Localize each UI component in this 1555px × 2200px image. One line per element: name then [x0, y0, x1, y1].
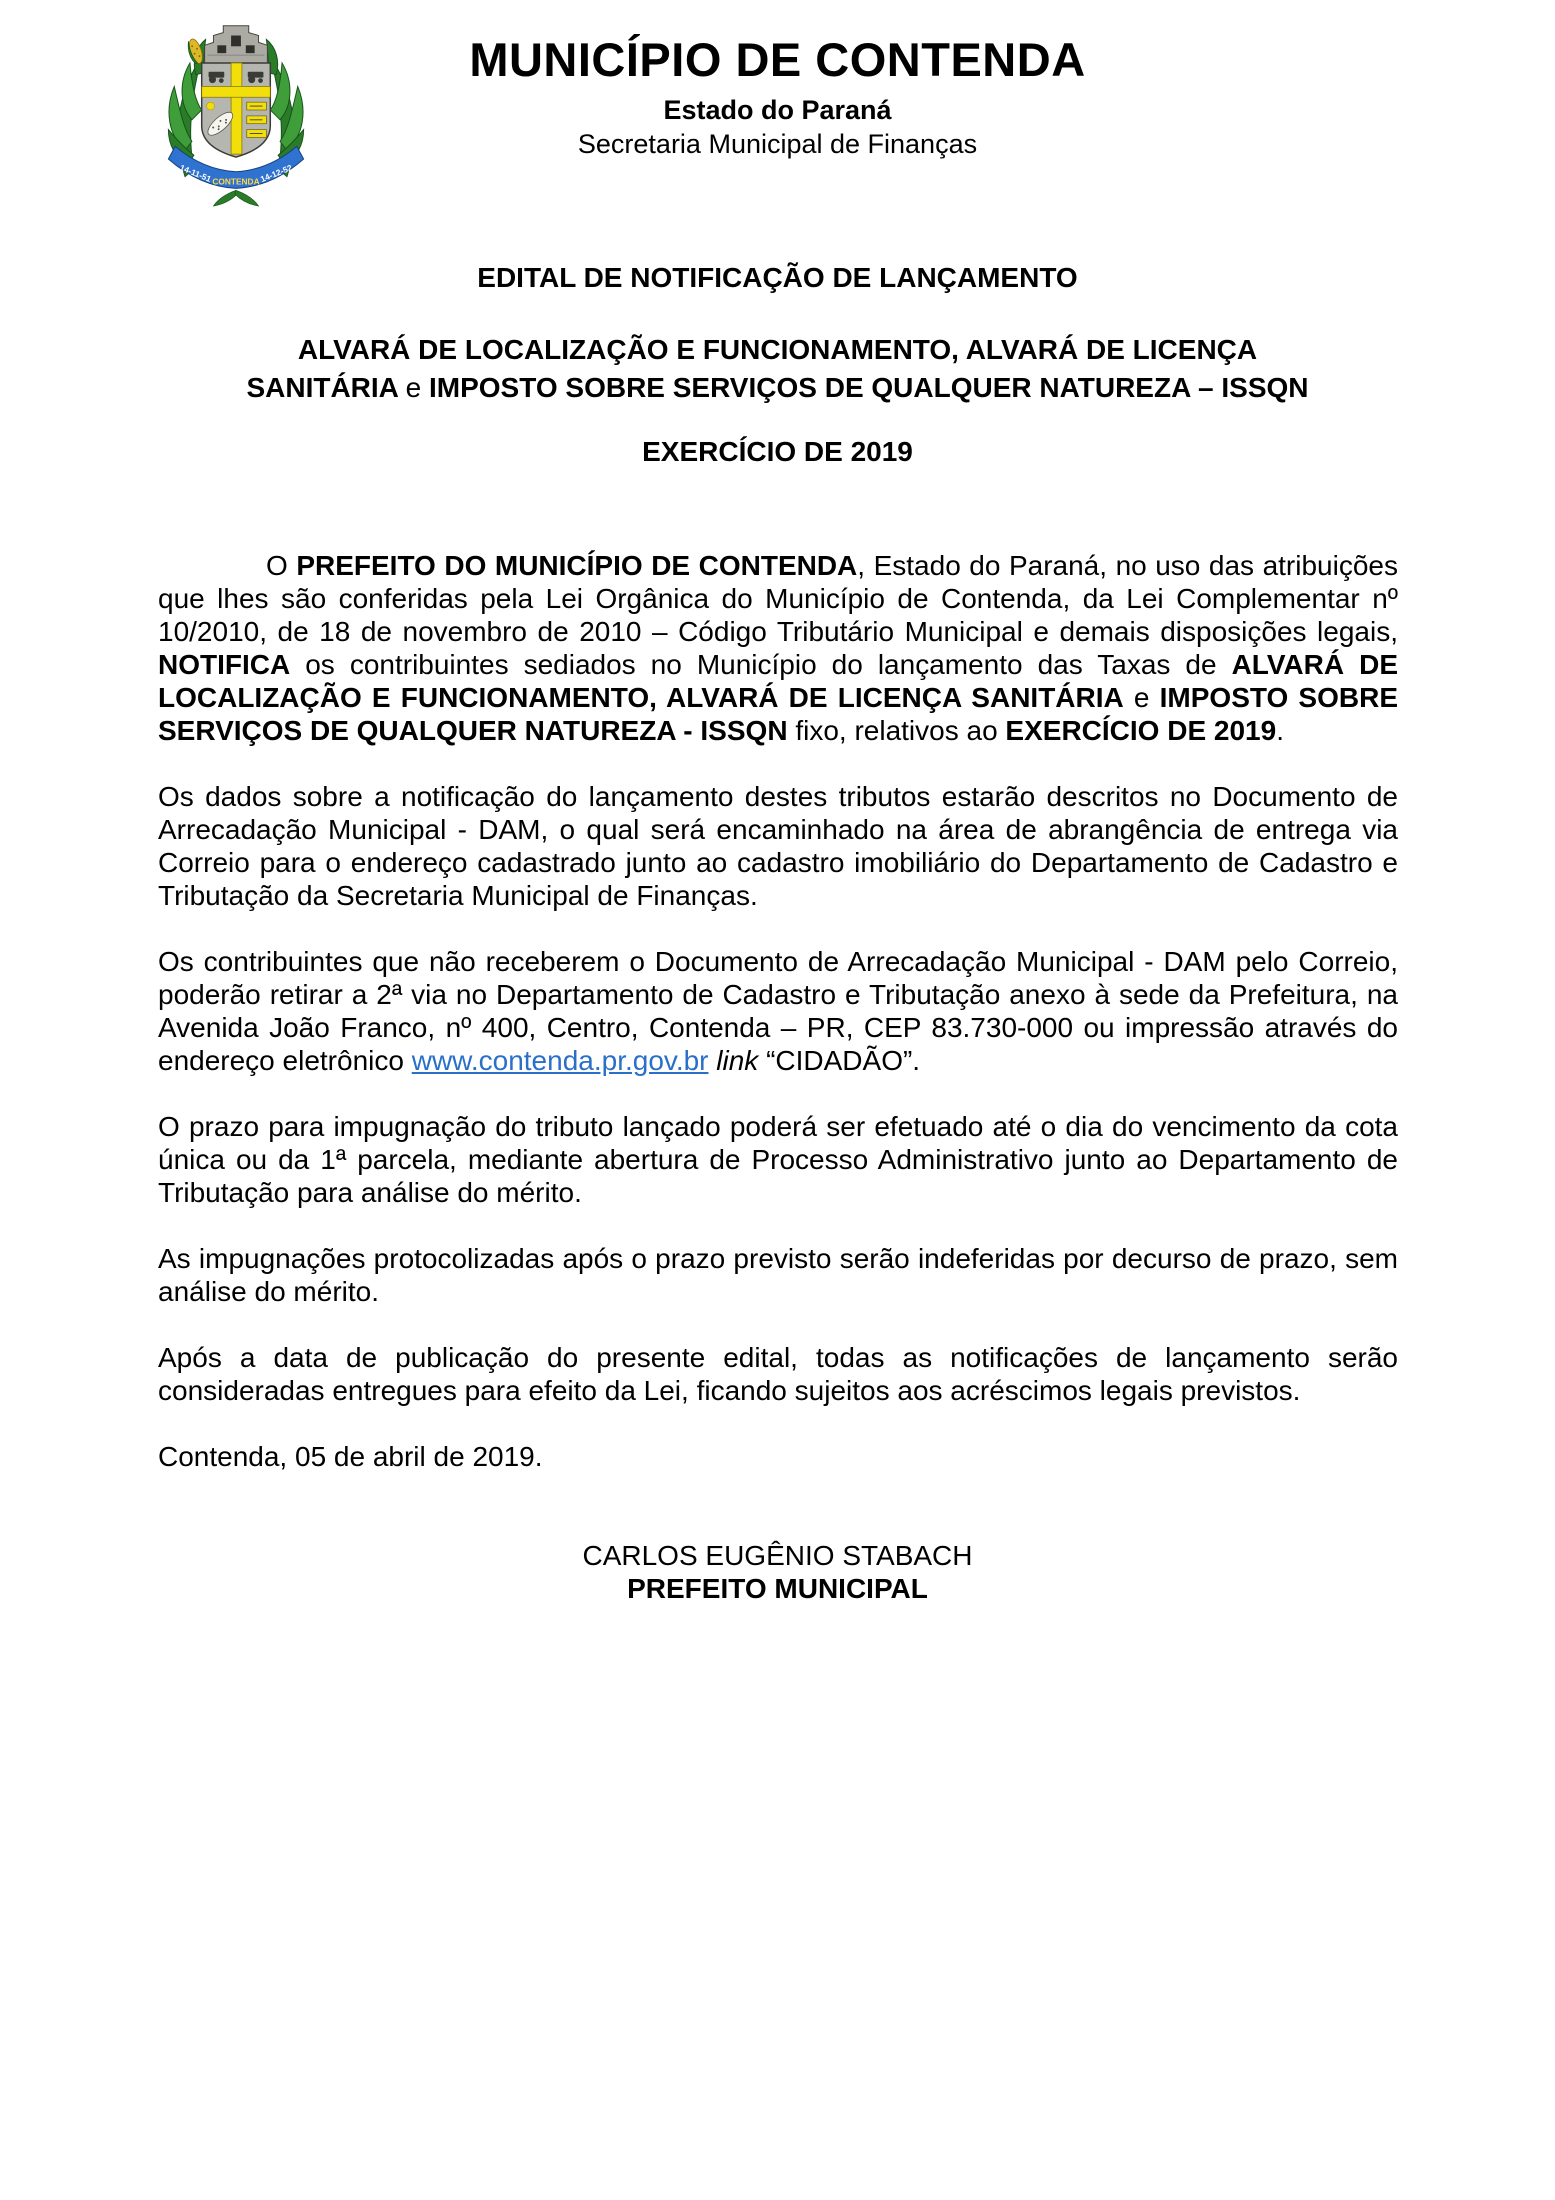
text-segment: os contribuintes sediados no Município do lançamento das Taxas de: [290, 649, 1232, 680]
text-segment: link: [716, 1045, 759, 1076]
signature-name: CARLOS EUGÊNIO STABACH: [582, 1540, 973, 1571]
department-name: Secretaria Municipal de Finanças: [577, 129, 978, 159]
subheading-segment: IMPOSTO SOBRE SERVIÇOS DE QUALQUER NATUREZA – ISSQN: [421, 372, 1309, 403]
text-segment: IMPOSTO SOBRE SERVIÇOS DE QUALQUER NATUREZA - ISSQN: [158, 682, 1399, 746]
date-line: Contenda, 05 de abril de 2019.: [158, 1441, 543, 1472]
ribbon-municipality: CONTENDA: [212, 176, 260, 187]
exercise-year-heading: EXERCÍCIO DE 2019: [642, 436, 913, 467]
text-segment: PREFEITO DO MUNICÍPIO DE CONTENDA: [296, 550, 858, 581]
paragraph: [158, 1110, 1398, 1209]
text-segment: O prazo para impugnação do tributo lançado poderá ser efetuado até o dia do vencimento da cota única ou da 1ª parcela, mediante abertura de Processo Administrativo junto ao Departamento de Tributação para análise do mérito.: [158, 1111, 1398, 1208]
text-segment: .: [1276, 715, 1284, 746]
ribbon-date-right: 14-12-52: [258, 162, 294, 185]
subheading-segment: ALVARÁ DE LOCALIZAÇÃO E FUNCIONAMENTO, ALVARÁ DE LICENÇA: [297, 334, 1258, 365]
text-segment: Após a data de publicação do presente edital, todas as notificações de lançamento serão consideradas entregues para efeito da Lei, ficando sujeitos aos acréscimos legais previstos.: [158, 1342, 1398, 1406]
text-segment: EXERCÍCIO DE 2019: [1005, 715, 1277, 746]
paragraph: [158, 1242, 1398, 1308]
subheading-segment: SANITÁRIA: [246, 372, 406, 403]
text-segment: Os dados sobre a notificação do lançamento destes tributos estarão descritos no Documento de Arrecadação Municipal - DAM, o qual será encaminhado na área de abrangência de entrega via Correio para o endereço cadastrado junto ao cadastro imobiliário do Departamento de Cadastro e Tributação da Secretaria Municipal de Finanças.: [158, 781, 1398, 911]
ribbon-date-left: 14-11-51: [178, 162, 213, 184]
paragraph: [158, 1341, 1398, 1407]
document-body: [158, 549, 1398, 1407]
text-segment: “CIDADÃO”.: [758, 1045, 921, 1076]
paragraph: [158, 549, 1398, 747]
municipality-name: MUNICÍPIO DE CONTENDA: [469, 33, 1086, 86]
paragraph: [158, 780, 1398, 912]
subheading-segment: e: [405, 372, 422, 403]
text-segment: NOTIFICA: [158, 649, 291, 680]
document-header: [0, 0, 1555, 187]
paragraph: [158, 945, 1398, 1077]
text-segment: fixo, relativos ao: [787, 715, 1006, 746]
signature-block: [0, 1539, 1555, 1605]
text-segment: O: [266, 550, 297, 581]
signature-title: PREFEITO MUNICIPAL: [627, 1573, 928, 1604]
text-segment: , Estado do Paraná, no uso das atribuições que lhes são conferidas pela Lei Orgânica do Município de Contenda, da Lei Complementar nº 10/2010, de 18 de novembro de 2010 – Código Tributário Municipal e demais disposições legais,: [158, 550, 1398, 647]
state-name: Estado do Paraná: [663, 95, 892, 125]
document-main: [0, 261, 1555, 1605]
edital-heading: EDITAL DE NOTIFICAÇÃO DE LANÇAMENTO: [477, 262, 1078, 293]
text-segment: e: [1123, 682, 1160, 713]
alvara-subheading: [0, 331, 1555, 407]
text-segment: ALVARÁ DE LOCALIZAÇÃO E FUNCIONAMENTO, ALVARÁ DE LICENÇA SANITÁRIA: [158, 649, 1398, 713]
text-segment: Os contribuintes que não receberem o Documento de Arrecadação Municipal - DAM pelo Correio, poderão retirar a 2ª via no Departamento de Cadastro e Tributação anexo à sede da Prefeitura, na Avenida João Franco, nº 400, Centro, Contenda – PR, CEP 83.730-000 ou impressão através do endereço eletrônico: [158, 946, 1398, 1076]
text-segment: As impugnações protocolizadas após o prazo previsto serão indeferidas por decurso de prazo, sem análise do mérito.: [158, 1243, 1398, 1307]
municipal-coat-of-arms-icon: [150, 12, 322, 208]
website-link[interactable]: www.contenda.pr.gov.br: [411, 1045, 709, 1076]
